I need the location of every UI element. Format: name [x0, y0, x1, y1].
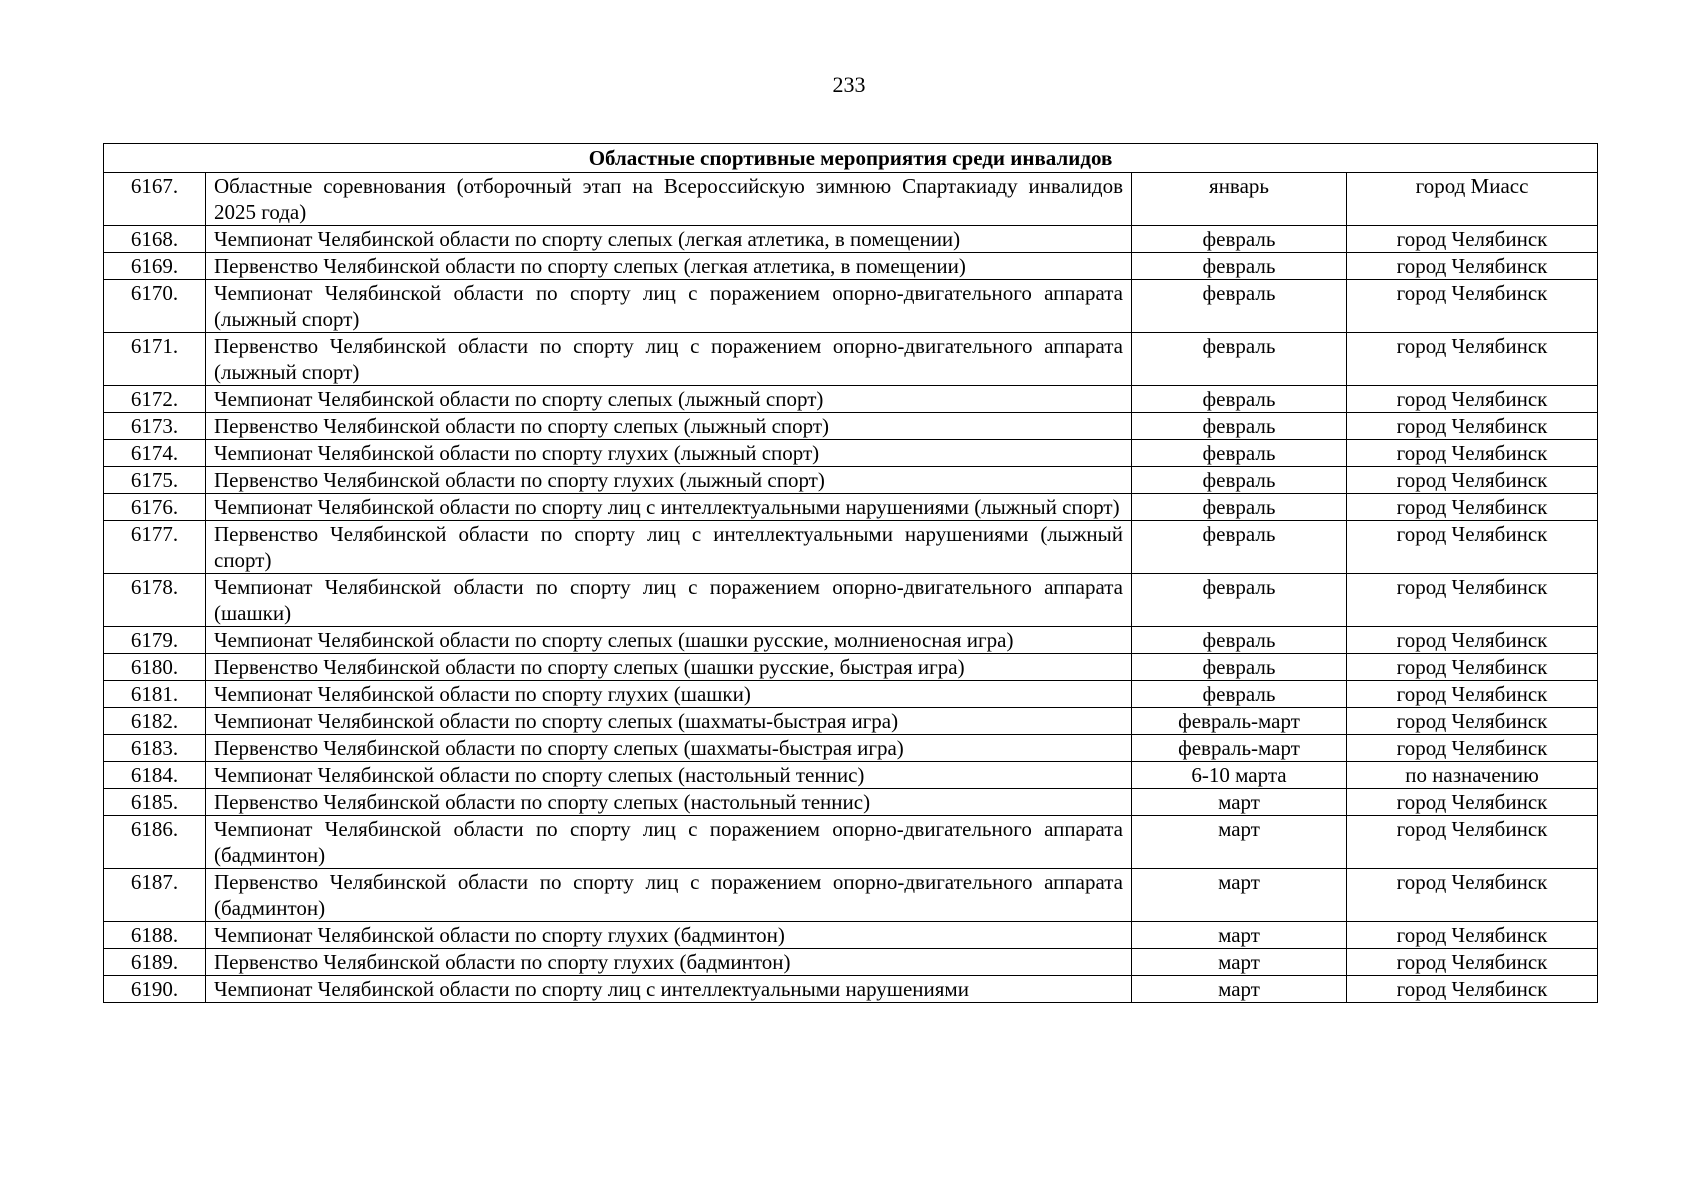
- event-place: город Челябинск: [1347, 949, 1598, 976]
- event-number: 6179.: [104, 627, 206, 654]
- event-date: февраль: [1132, 467, 1347, 494]
- event-place: город Челябинск: [1347, 440, 1598, 467]
- event-date: март: [1132, 922, 1347, 949]
- table-row: [104, 494, 1598, 521]
- event-number: 6173.: [104, 413, 206, 440]
- event-place: город Челябинск: [1347, 976, 1598, 1003]
- event-name: Первенство Челябинской области по спорту глухих (бадминтон): [206, 949, 1132, 976]
- table-row: [104, 708, 1598, 735]
- event-name: Первенство Челябинской области по спорту лиц с поражением опорно-двигательного аппарата (лыжный спорт): [206, 333, 1132, 386]
- event-place: город Челябинск: [1347, 708, 1598, 735]
- event-name: Областные соревнования (отборочный этап на Всероссийскую зимнюю Спартакиаду инвалидов 2025 года): [206, 173, 1132, 226]
- table-row: [104, 869, 1598, 922]
- event-date: 6-10 марта: [1132, 762, 1347, 789]
- table-row: [104, 574, 1598, 627]
- event-name: Первенство Челябинской области по спорту слепых (шашки русские, быстрая игра): [206, 654, 1132, 681]
- event-number: 6180.: [104, 654, 206, 681]
- event-date: февраль: [1132, 681, 1347, 708]
- event-name: Чемпионат Челябинской области по спорту слепых (настольный теннис): [206, 762, 1132, 789]
- event-place: город Челябинск: [1347, 816, 1598, 869]
- event-date: март: [1132, 976, 1347, 1003]
- table-row: [104, 922, 1598, 949]
- event-place: город Челябинск: [1347, 494, 1598, 521]
- event-date: февраль: [1132, 280, 1347, 333]
- event-place: город Челябинск: [1347, 467, 1598, 494]
- event-number: 6190.: [104, 976, 206, 1003]
- event-date: февраль: [1132, 574, 1347, 627]
- table-row: [104, 173, 1598, 226]
- event-date: март: [1132, 869, 1347, 922]
- event-date: март: [1132, 949, 1347, 976]
- table-row: [104, 521, 1598, 574]
- event-name: Чемпионат Челябинской области по спорту лиц с поражением опорно-двигательного аппарата (лыжный спорт): [206, 280, 1132, 333]
- event-name: Чемпионат Челябинской области по спорту лиц с интеллектуальными нарушениями: [206, 976, 1132, 1003]
- event-number: 6172.: [104, 386, 206, 413]
- event-place: город Челябинск: [1347, 280, 1598, 333]
- event-name: Чемпионат Челябинской области по спорту слепых (лыжный спорт): [206, 386, 1132, 413]
- event-place: город Челябинск: [1347, 922, 1598, 949]
- event-date: февраль: [1132, 333, 1347, 386]
- event-number: 6189.: [104, 949, 206, 976]
- event-date: февраль-март: [1132, 735, 1347, 762]
- event-number: 6176.: [104, 494, 206, 521]
- event-place: город Челябинск: [1347, 681, 1598, 708]
- event-name: Первенство Челябинской области по спорту слепых (легкая атлетика, в помещении): [206, 253, 1132, 280]
- event-place: город Челябинск: [1347, 574, 1598, 627]
- event-name: Первенство Челябинской области по спорту слепых (лыжный спорт): [206, 413, 1132, 440]
- event-name: Первенство Челябинской области по спорту слепых (шахматы-быстрая игра): [206, 735, 1132, 762]
- event-number: 6175.: [104, 467, 206, 494]
- event-number: 6174.: [104, 440, 206, 467]
- event-place: город Челябинск: [1347, 226, 1598, 253]
- event-date: февраль: [1132, 413, 1347, 440]
- event-place: город Миасс: [1347, 173, 1598, 226]
- table-row: [104, 976, 1598, 1003]
- event-name: Чемпионат Челябинской области по спорту лиц с поражением опорно-двигательного аппарата (шашки): [206, 574, 1132, 627]
- event-number: 6186.: [104, 816, 206, 869]
- event-date: февраль: [1132, 440, 1347, 467]
- table-row: [104, 816, 1598, 869]
- event-name: Чемпионат Челябинской области по спорту глухих (лыжный спорт): [206, 440, 1132, 467]
- event-place: город Челябинск: [1347, 869, 1598, 922]
- table-row: [104, 735, 1598, 762]
- event-date: февраль: [1132, 627, 1347, 654]
- event-place: город Челябинск: [1347, 627, 1598, 654]
- event-name: Чемпионат Челябинской области по спорту слепых (шашки русские, молниеносная игра): [206, 627, 1132, 654]
- table-row: [104, 789, 1598, 816]
- table-row: [104, 467, 1598, 494]
- event-name: Первенство Челябинской области по спорту лиц с интеллектуальными нарушениями (лыжный спорт): [206, 521, 1132, 574]
- table-row: [104, 280, 1598, 333]
- event-number: 6183.: [104, 735, 206, 762]
- table-row: [104, 762, 1598, 789]
- event-date: март: [1132, 816, 1347, 869]
- event-date: февраль: [1132, 253, 1347, 280]
- table-row: [104, 413, 1598, 440]
- table-row: [104, 627, 1598, 654]
- event-number: 6177.: [104, 521, 206, 574]
- event-date: февраль-март: [1132, 708, 1347, 735]
- event-number: 6178.: [104, 574, 206, 627]
- event-date: февраль: [1132, 226, 1347, 253]
- section-header-row: [104, 144, 1598, 173]
- event-name: Чемпионат Челябинской области по спорту слепых (шахматы-быстрая игра): [206, 708, 1132, 735]
- table-row: [104, 253, 1598, 280]
- event-place: город Челябинск: [1347, 654, 1598, 681]
- event-number: 6169.: [104, 253, 206, 280]
- event-number: 6170.: [104, 280, 206, 333]
- event-number: 6167.: [104, 173, 206, 226]
- page-number: 233: [832, 72, 866, 97]
- event-name: Чемпионат Челябинской области по спорту глухих (бадминтон): [206, 922, 1132, 949]
- event-place: город Челябинск: [1347, 789, 1598, 816]
- event-name: Чемпионат Челябинской области по спорту лиц с интеллектуальными нарушениями (лыжный спорт): [206, 494, 1132, 521]
- event-date: февраль: [1132, 654, 1347, 681]
- event-place: город Челябинск: [1347, 333, 1598, 386]
- event-number: 6182.: [104, 708, 206, 735]
- event-date: февраль: [1132, 494, 1347, 521]
- section-title: Областные спортивные мероприятия среди инвалидов: [104, 144, 1598, 173]
- event-place: город Челябинск: [1347, 386, 1598, 413]
- event-number: 6171.: [104, 333, 206, 386]
- event-date: март: [1132, 789, 1347, 816]
- event-place: по назначению: [1347, 762, 1598, 789]
- event-name: Чемпионат Челябинской области по спорту лиц с поражением опорно-двигательного аппарата (бадминтон): [206, 816, 1132, 869]
- event-date: февраль: [1132, 521, 1347, 574]
- event-place: город Челябинск: [1347, 413, 1598, 440]
- event-number: 6168.: [104, 226, 206, 253]
- event-place: город Челябинск: [1347, 253, 1598, 280]
- events-table: [103, 143, 1598, 1003]
- event-number: 6187.: [104, 869, 206, 922]
- event-name: Чемпионат Челябинской области по спорту слепых (легкая атлетика, в помещении): [206, 226, 1132, 253]
- table-row: [104, 654, 1598, 681]
- table-row: [104, 949, 1598, 976]
- table-row: [104, 681, 1598, 708]
- event-number: 6184.: [104, 762, 206, 789]
- event-date: февраль: [1132, 386, 1347, 413]
- table-row: [104, 333, 1598, 386]
- event-number: 6188.: [104, 922, 206, 949]
- table-row: [104, 386, 1598, 413]
- event-name: Первенство Челябинской области по спорту лиц с поражением опорно-двигательного аппарата (бадминтон): [206, 869, 1132, 922]
- event-name: Первенство Челябинской области по спорту глухих (лыжный спорт): [206, 467, 1132, 494]
- table-row: [104, 440, 1598, 467]
- events-table-body: [104, 173, 1598, 1003]
- event-date: январь: [1132, 173, 1347, 226]
- event-number: 6181.: [104, 681, 206, 708]
- event-place: город Челябинск: [1347, 521, 1598, 574]
- event-number: 6185.: [104, 789, 206, 816]
- table-row: [104, 226, 1598, 253]
- event-place: город Челябинск: [1347, 735, 1598, 762]
- event-name: Первенство Челябинской области по спорту слепых (настольный теннис): [206, 789, 1132, 816]
- event-name: Чемпионат Челябинской области по спорту глухих (шашки): [206, 681, 1132, 708]
